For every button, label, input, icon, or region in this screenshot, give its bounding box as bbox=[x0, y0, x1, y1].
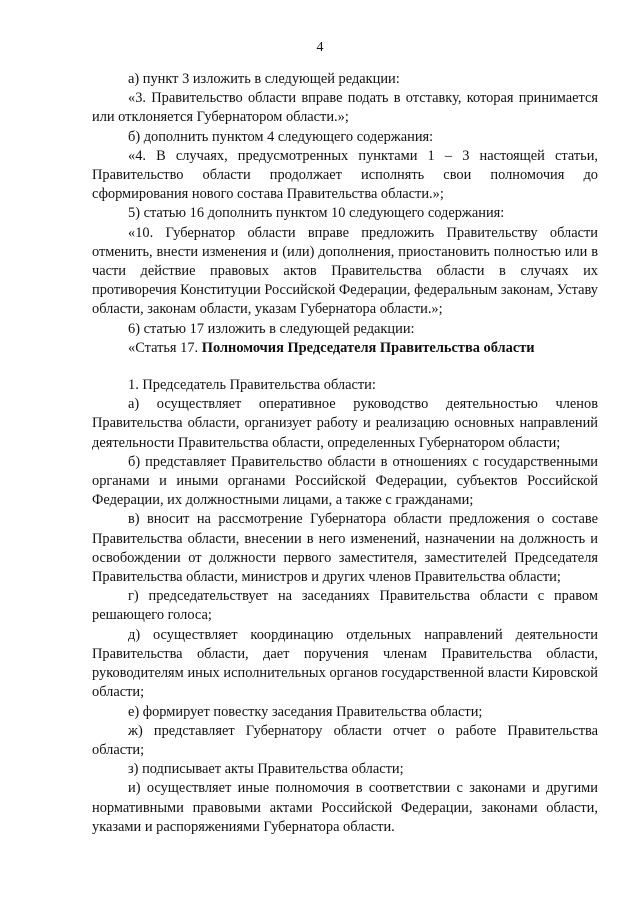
paragraph: б) дополнить пунктом 4 следующего содержания: bbox=[128, 128, 434, 145]
list-item: г) председательствует на заседаниях Правительства области с правом решающего голоса; bbox=[92, 588, 598, 624]
list-item: 1. Председатель Правительства области: bbox=[128, 377, 376, 394]
list-item: а) осуществляет оперативное руководство деятельностью членов Правительства области, организует работу и реализацию основных направлений деятельности Правительства области, определенных Губернатором области; bbox=[92, 396, 598, 451]
paragraph: 5) статью 16 дополнить пунктом 10 следующего содержания: bbox=[128, 205, 505, 222]
paragraph: «10. Губернатор области вправе предложить Правительству области отменить, внести изменения и (или) дополнения, приостановить полностью или в части действие правовых актов Правительства области в случаях их противоречия Конституции Российской Федерации, федеральным законам, Уставу области, законам области, указам Губернатора области.»; bbox=[92, 224, 598, 318]
list-item: ж) представляет Губернатору области отчет о работе Правительства области; bbox=[92, 722, 598, 758]
paragraph: 6) статью 17 изложить в следующей редакции: bbox=[128, 320, 415, 337]
paragraph: «4. В случаях, предусмотренных пунктами 1 – 3 настоящей статьи, Правительство области продолжает исполнять свои полномочия до сформирования нового состава Правительства области.»; bbox=[92, 147, 598, 203]
article-heading bbox=[92, 339, 598, 358]
article-heading-prefix: «Статья 17. bbox=[128, 339, 202, 356]
article-heading-title: Полномочия Председателя Правительства области bbox=[201, 339, 535, 356]
list-item: и) осуществляет иные полномочия в соответствии с законами и другими нормативными правовыми актами Российской Федерации, законами области, указами и распоряжениями Губернатора области. bbox=[92, 780, 598, 835]
list-item: е) формирует повестку заседания Правительства области; bbox=[128, 703, 483, 720]
page-number: 4 bbox=[316, 40, 324, 55]
paragraph: «3. Правительство области вправе подать в отставку, которая принимается или отклоняется Губернатором области.»; bbox=[92, 90, 598, 126]
list-item: в) вносит на рассмотрение Губернатора области предложения о составе Правительства области, внесении в него изменений, назначении на должность и освобождении от должности первого заместителя, заместителей Председателя Правительства области, министров и других членов Правительства области; bbox=[92, 511, 598, 586]
list-item: д) осуществляет координацию отдельных направлений деятельности Правительства области, дает поручения членам Правительства области, руководителям иных исполнительных органов государственной власти Кировской области; bbox=[92, 626, 598, 701]
list-item: з) подписывает акты Правительства области; bbox=[128, 761, 404, 778]
document-body bbox=[92, 70, 598, 837]
paragraph: а) пункт 3 изложить в следующей редакции: bbox=[128, 71, 400, 87]
list-item: б) представляет Правительство области в отношениях с государственными органами и иными органами Российской Федерации, субъектов Российской Федерации, их должностными лицами, а также с гражданами; bbox=[92, 453, 598, 509]
